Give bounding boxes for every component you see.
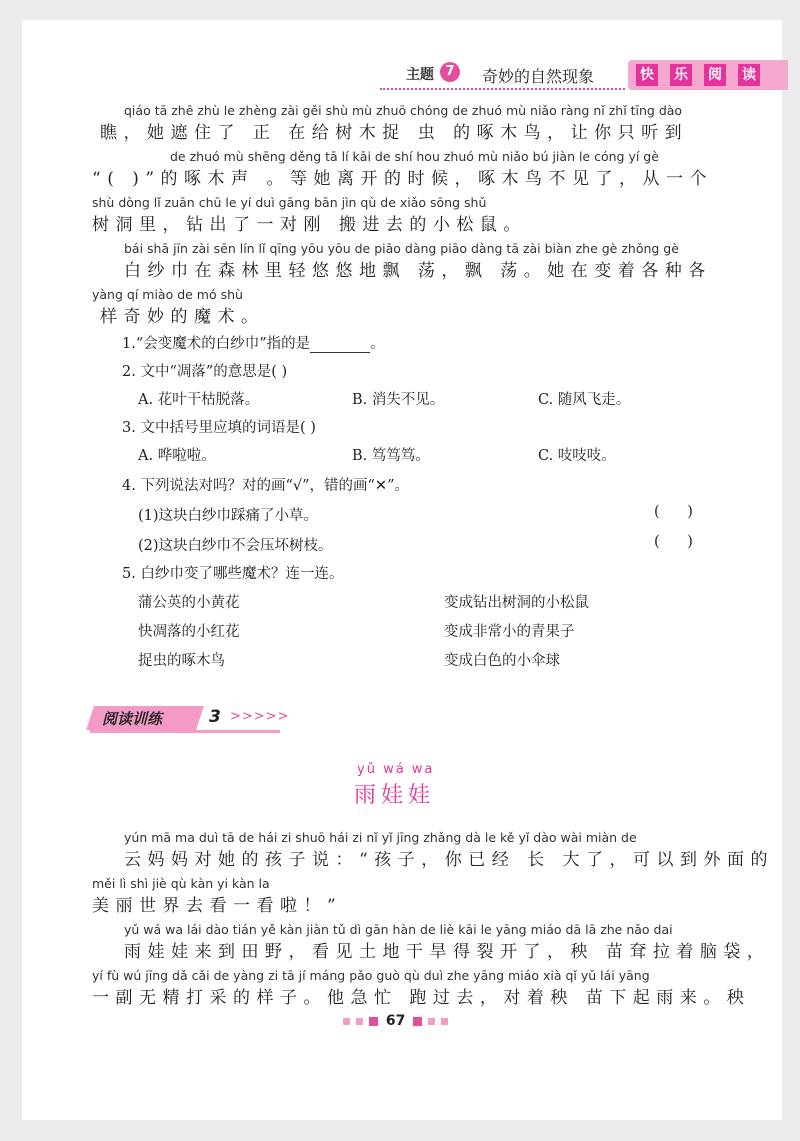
badge-char: 快 [636,64,658,86]
pinyin-line: shù dòng lǐ zuān chū le yí duì gāng bān jìn qù de xiǎo sōng shǔ [92,195,487,210]
text-line: 树洞里，钻出了一对刚 搬进去的小松鼠。 [92,215,527,235]
match-right-item[interactable]: 变成白色的小伞球 [444,653,560,669]
option-c[interactable]: C. 吱吱吱。 [538,448,616,464]
theme-number-badge: 7 [440,62,460,82]
option-b[interactable]: B. 消失不见。 [352,392,445,408]
badge-char: 读 [738,64,760,86]
answer-paren[interactable]: ( ) [654,504,693,520]
decor-square [413,1017,422,1026]
pinyin-line: měi lì shì jiè qù kàn yi kàn la [92,876,270,891]
banner-underline [90,730,280,733]
match-left-item[interactable]: 蒲公英的小黄花 [138,595,240,611]
match-left-item[interactable]: 捉虫的啄木鸟 [138,653,225,669]
theme-title: 奇妙的自然现象 [482,67,595,86]
option-a[interactable]: A. 花叶干枯脱落。 [138,392,260,408]
text-line: 雨娃娃来到田野，看见土地干旱得裂开了，秧 苗耷拉着脑袋， [124,942,771,962]
option-c[interactable]: C. 随风飞走。 [538,392,631,408]
statement-1: (1)这块白纱巾踩痛了小草。 [138,508,319,524]
story-title-pinyin: yǔ wá wa [357,762,435,777]
page-number: 67 [385,1013,406,1029]
section-banner [90,706,290,730]
statement-2: (2)这块白纱巾不会压坏树枝。 [138,538,333,554]
pinyin-line: yǔ wá wa lái dào tián yě kàn jiàn tǔ dì gān hàn de liè kāi le yāng miáo dā lā zhe nǎo dai [124,922,673,937]
answer-blank[interactable] [310,338,370,353]
decor-square [428,1018,435,1025]
match-right-item[interactable]: 变成非常小的青果子 [444,624,575,640]
text-line: 云妈妈对她的孩子说：“孩子，你已经 长 大了，可以到外面的 [124,850,774,870]
text-line: 瞧，她遮住了 正 在给树木捉 虫 的啄木鸟，让你只听到 [100,123,689,143]
decor-square [441,1018,448,1025]
text-line: 样奇妙的魔术。 [100,307,265,327]
match-left-item[interactable]: 快凋落的小红花 [138,624,240,640]
theme-label: 主题 [406,67,434,83]
text-line: 美丽世界去看一看啦！” [92,896,343,916]
pinyin-line: yí fù wú jīng dǎ cǎi de yàng zi tā jí máng pǎo guò qù duì zhe yāng miáo xià qǐ yǔ lái yāng [92,968,650,983]
page-footer [340,1013,451,1029]
badge-char: 乐 [670,64,692,86]
question-4: 4. 下列说法对吗？对的画“√”，错的画“✕”。 [122,478,409,494]
section-badge [628,60,788,90]
pinyin-line: de zhuó mù shēng děng tā lí kāi de shí hou zhuó mù niǎo bú jiàn le cóng yí gè [170,149,659,164]
question-2: 2. 文中“凋落”的意思是( ) [122,364,288,380]
text-line: 一副无精打采的样子。他急忙 跑过去，对着秧 苗下起雨来。秧 [92,988,751,1008]
text-line: 白纱巾在森林里轻悠悠地飘 荡，飘 荡。她在变着各种各 [124,261,712,281]
option-a[interactable]: A. 哗啦啦。 [138,448,216,464]
badge-char: 阅 [704,64,726,86]
match-right-item[interactable]: 变成钻出树洞的小松鼠 [444,595,589,611]
pinyin-line: yàng qí miào de mó shù [92,287,243,302]
answer-paren[interactable]: ( ) [654,534,693,550]
pinyin-line: qiáo tā zhē zhù le zhèng zài gěi shù mù zhuō chóng de zhuó mù niǎo ràng nǐ zhǐ tīng dào [124,103,683,118]
question-3: 3. 文中括号里应填的词语是( ) [122,420,316,436]
option-b[interactable]: B. 笃笃笃。 [352,448,430,464]
question-1-text: 1.“会变魔术的白纱巾”指的是 [122,336,311,352]
header-divider [380,88,625,90]
decor-square [369,1017,378,1026]
text-line: “( )”的啄木声 。等她离开的时候，啄木鸟不见了，从一个 [92,169,713,189]
banner-label: 阅读训练 [102,710,163,728]
question-5: 5. 白纱巾变了哪些魔术？连一连。 [122,566,344,582]
decor-square [356,1018,363,1025]
pinyin-line: bái shā jīn zài sēn lín lǐ qīng yōu yōu de piāo dàng piāo dàng tā zài biàn zhe gè zhǒng gè [124,241,679,256]
story-title: 雨娃娃 [354,783,436,808]
banner-number: 3 [209,707,221,727]
decor-square [343,1018,350,1025]
pinyin-line: yún mā ma duì tā de hái zi shuō hái zi nǐ yǐ jīng zhǎng dà le kě yǐ dào wài miàn de [124,830,637,845]
question-1-end: 。 [370,336,385,352]
chevron-right-icon: >>>>> [230,709,290,724]
question-1 [122,332,385,353]
